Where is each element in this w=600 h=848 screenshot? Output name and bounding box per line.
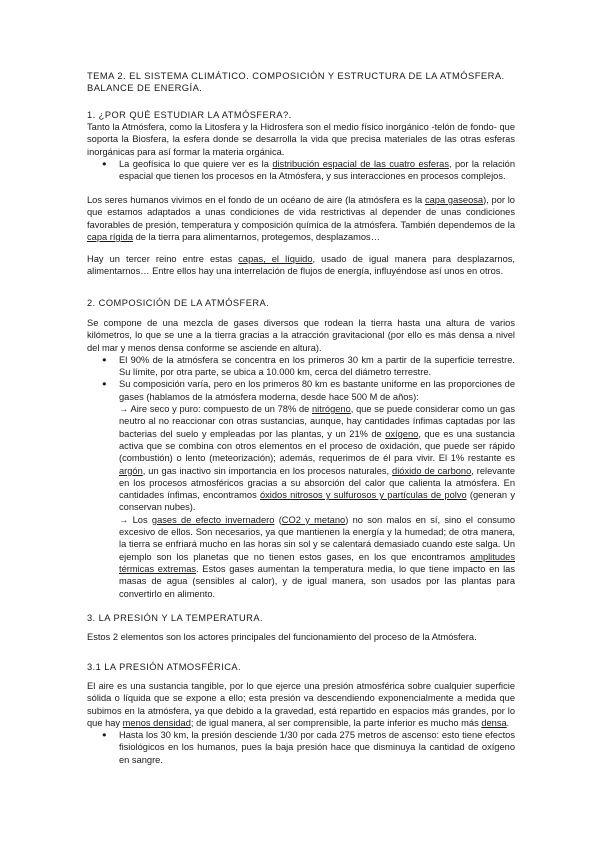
- underlined-term: densa: [481, 717, 507, 728]
- greenhouse-paragraph: → Los gases de efecto invernadero (CO2 y metano) no son malos en sí, sino el consumo excesivo de ellos. Son necesarios, ya que mantienen la energía y la humedad; de otra manera, la tierra se enfriará mucho en las horas sin sol y se calentará demasiado cuando este salga. Un ejemplo son los planetas que no tienen estos gases, en los que encontramos amplitudes térmicas extremas. Estos gases aumentan la temperatura media, lo que tiene impacto en las masas de agua (sensibles al calor), y de igual manera, son usados por las plantas para convertirlo en alimento.: [119, 514, 516, 599]
- section-3-paragraph-1: Estos 2 elementos son los actores principales del funcionamiento del proceso de la Atmósfera.: [87, 632, 477, 642]
- section-2-bullet-1: ● El 90% de la atmósfera se concentra en los primeros 30 km a partir de la superficie terrestre. Su límite, por otra parte, se ubica a 10.000 km, cerca del diámetro terrestre.: [87, 354, 515, 379]
- section-3-1-body: [87, 680, 515, 766]
- dry-air-paragraph: → Aire seco y puro: compuesto de un 78% de nitrógeno, que se puede considerar como un gas neutro al no reaccionar con otras sustancias, aunque, hay cantidades ínfimas captadas por las bacterias del suelo y empleadas por las plantas, y un 21% de oxígeno, que es una sustancia activa que se combina con otros elementos en el proceso de oxidación, que puede ser rápido (combustión) o lento (meteorización); además, requerimos de él para vivir. El 1% restante es argón, un gas inactivo sin importancia en los procesos naturales, dióxido de carbono, relevante en los procesos atmosféricos gracias a su absorción del calor que calienta la atmósfera. En cantidades ínfimas, encontramos óxidos nitrosos y sulfurosos y partículas de polvo (generan y conservan nubes).: [119, 404, 515, 513]
- underlined-term: dióxido de carbono: [392, 465, 472, 476]
- section-1-paragraph-1: Tanto la Atmósfera, como la Litosfera y la Hidrosfera son el medio físico inorgánico -telón de fondo- que soporta la Biosfera, la esfera donde se desarrolla la vida que precisa materiales de las otras esferas inorgánicas para así formar la materia orgánica.: [87, 122, 515, 157]
- section-3-1-heading: 3.1 LA PRESIÓN ATMOSFÉRICA.: [87, 662, 242, 672]
- underlined-term: capas, el líquido: [238, 254, 313, 264]
- underlined-term: capa gaseosa: [424, 195, 484, 205]
- underlined-term: capa rígida: [87, 231, 133, 242]
- section-1-body: [87, 121, 515, 182]
- section-1-paragraph-3: Hay un tercer reino entre estas capas, el líquido, usado de igual manera para desplazarnos, alimentarnos… Entre ellos hay una interrelación de flujos de energía, influyéndose así unos en otros.: [87, 254, 515, 277]
- section-3-heading: 3. LA PRESIÓN Y LA TEMPERATURA.: [87, 613, 264, 623]
- underlined-term: distribución espacial de las cuatro esferas: [272, 158, 449, 169]
- section-2-paragraph-1: Se compone de una mezcla de gases diversos que rodean la tierra hasta una altura de varios kilómetros, lo que se une a la tierra gracias a la atracción gravitacional (por ello es más densa a nivel del mar y menos densa conforme se asciende en altura).: [87, 318, 515, 353]
- section-2-body: [87, 317, 515, 600]
- underlined-term: gases de efecto invernadero: [151, 514, 275, 525]
- underlined-term: menos densidad: [122, 717, 191, 728]
- underlined-term: argón: [119, 465, 143, 476]
- section-1-bullet: ● La geofísica lo que quiere ver es la distribución espacial de las cuatro esferas, por la relación espacial que tienen los procesos en la Atmósfera, y sus interacciones en procesos complejos.: [87, 158, 515, 183]
- underlined-term: CO2 y metano: [281, 514, 346, 525]
- section-1-paragraph-2: Los seres humanos vivimos en el fondo de un océano de aire (la atmósfera es la capa gaseosa), por lo que estamos adaptados a unas condiciones de vida restrictivas al depender de unas condiciones favorables de presión, temperatura y composición química de la atmósfera. También dependemos de la capa rígida de la tierra para alimentarnos, protegemos, desplazamos…: [87, 195, 515, 242]
- underlined-term: nitrógeno: [312, 404, 351, 415]
- section-1-heading: 1. ¿POR QUÉ ESTUDIAR LA ATMÓSFERA?.: [87, 110, 292, 120]
- document-title: TEMA 2. EL SISTEMA CLIMÁTICO. COMPOSICIÓN Y ESTRUCTURA DE LA ATMÓSFERA. BALANCE DE ENERGÍA.: [87, 70, 505, 94]
- underlined-term: amplitudes térmicas extremas: [119, 551, 515, 574]
- section-2-heading: 2. COMPOSICIÓN DE LA ATMÓSFERA.: [87, 298, 270, 308]
- section-3-1-bullet-1: ● Hasta los 30 km, la presión desciende 1/30 por cada 275 metros de ascenso: esto tiene efectos fisiológicos en los humanos, pues la baja presión hace que disminuya la cantidad de oxígeno en sangre.: [87, 729, 515, 766]
- underlined-term: óxidos nitrosos y sulfurosos y partículas de polvo: [259, 490, 467, 501]
- section-3-1-paragraph-1: El aire es una sustancia tangible, por lo que ejerce una presión atmosférica sobre cualquier superficie sólida o líquida que se expone a ello; esta presión va descendiendo exponencialmente a medida que subimos en la atmósfera, ya que debido a la gravedad, está repartido en espacios más grandes, por lo que hay menos densidad; de igual manera, al ser comprensible, la parte inferior es mucho más densa.: [87, 681, 515, 728]
- underlined-term: oxígeno: [385, 428, 419, 439]
- section-2-bullet-2: ● Su composición varía, pero en los primeros 80 km es bastante uniforme en las proporciones de gases (hablamos de la atmósfera moderna, desde hace 500 M de años): → Aire seco y puro: compuesto de un 78% de nitrógeno, que se puede considerar como un gas neutro al no reaccionar con otras sustancias, aunque, hay cantidades ínfimas captadas por las bacterias del suelo y empleadas por las plantas, y un 21% de oxígeno, que es una sustancia activa que se combina con otros elementos en el proceso de oxidación, que puede ser rápido (combustión) o lento (meteorización); además, requerimos de él para vivir. El 1% restante es argón, un gas inactivo sin importancia en los procesos naturales, dióxido de carbono, relevante en los procesos atmosféricos gracias a su absorción del calor que calienta la atmósfera. En cantidades ínfimas, encontramos óxidos nitrosos y sulfurosos y partículas de polvo (generan y conservan nubes). → Los gases de efecto invernadero (CO2 y metano) no son malos en sí, sino el consumo excesivo de ellos. Son necesarios, ya que mantienen la energía y la humedad; de otra manera, la tierra se enfriará mucho en las horas sin sol y se calentará demasiado cuando este salga. Un ejemplo son los planetas que no tienen estos gases, en los que encontramos amplitudes térmicas extremas. Estos gases aumentan la temperatura media, lo que tiene impacto en las masas de agua (sensibles al calor), y de igual manera, son usados por las plantas para convertirlo en alimento.: [87, 378, 515, 599]
